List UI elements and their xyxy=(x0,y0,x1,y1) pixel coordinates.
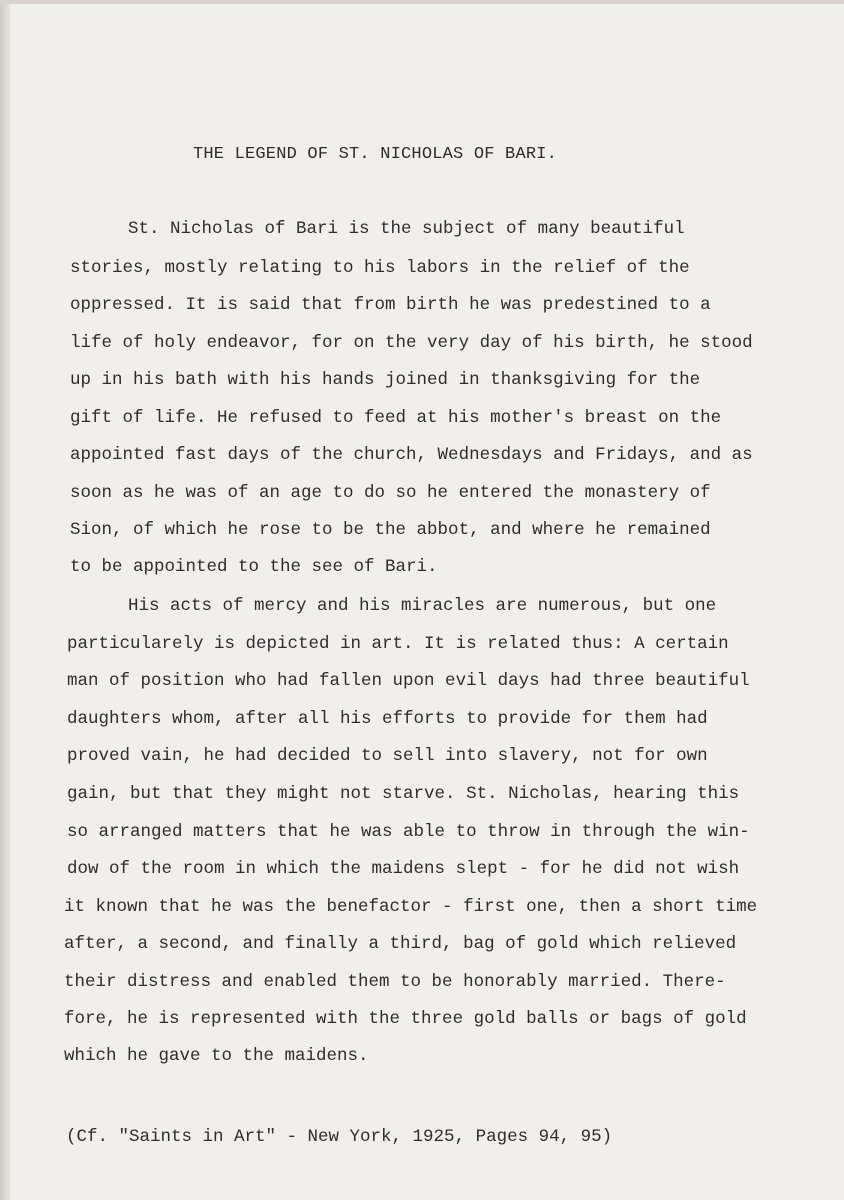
body-line: daughters whom, after all his efforts to provide for them had xyxy=(67,709,708,729)
body-line: life of holy endeavor, for on the very day of his birth, he stood xyxy=(70,333,753,353)
body-line: St. Nicholas of Bari is the subject of many beautiful xyxy=(128,219,685,239)
body-line: it known that he was the benefactor - first one, then a short time xyxy=(64,897,758,917)
body-line: so arranged matters that he was able to throw in through the win- xyxy=(67,822,750,842)
body-line: soon as he was of an age to do so he entered the monastery of xyxy=(70,483,711,503)
body-line: oppressed. It is said that from birth he was predestined to a xyxy=(70,295,711,315)
body-line: after, a second, and finally a third, bag of gold which relieved xyxy=(64,934,737,954)
body-line: their distress and enabled them to be honorably married. There- xyxy=(64,972,726,992)
document-title: THE LEGEND OF ST. NICHOLAS OF BARI. xyxy=(193,145,558,164)
body-line: which he gave to the maidens. xyxy=(64,1046,369,1066)
body-line: Sion, of which he rose to be the abbot, and where he remained xyxy=(70,520,711,540)
body-line: to be appointed to the see of Bari. xyxy=(70,557,438,577)
body-line: fore, he is represented with the three gold balls or bags of gold xyxy=(64,1009,747,1029)
body-line: proved vain, he had decided to sell into slavery, not for own xyxy=(67,746,708,766)
citation: (Cf. "Saints in Art" - New York, 1925, Pages 94, 95) xyxy=(66,1127,613,1147)
body-line: up in his bath with his hands joined in thanksgiving for the xyxy=(70,370,701,390)
body-line: gift of life. He refused to feed at his mother's breast on the xyxy=(70,408,722,428)
body-line: stories, mostly relating to his labors in the relief of the xyxy=(70,258,690,278)
body-line: dow of the room in which the maidens slept - for he did not wish xyxy=(67,859,740,879)
body-line: man of position who had fallen upon evil days had three beautiful xyxy=(67,671,750,691)
body-line: particularely is depicted in art. It is related thus: A certain xyxy=(67,634,729,654)
body-line: gain, but that they might not starve. St. Nicholas, hearing this xyxy=(67,784,740,804)
body-line: His acts of mercy and his miracles are numerous, but one xyxy=(128,596,717,616)
body-line: appointed fast days of the church, Wednesdays and Fridays, and as xyxy=(70,445,753,465)
